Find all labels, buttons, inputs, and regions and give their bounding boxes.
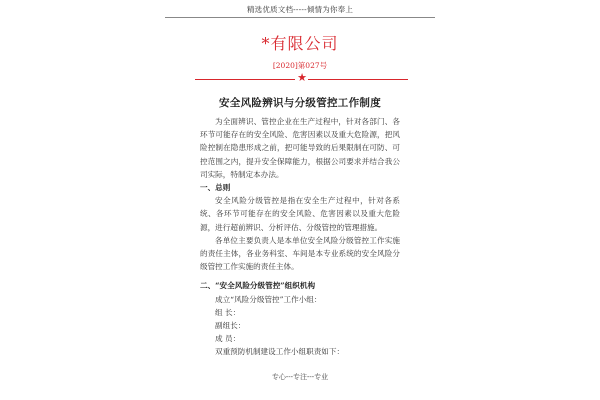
- section-heading-general: 一、总则: [200, 183, 231, 193]
- header-note: 精选优质文档-----倾情为你奉上: [246, 5, 354, 14]
- org-line-deputy: 副组长：: [215, 321, 246, 331]
- org-line-leader: 组 长：: [215, 307, 241, 317]
- footer-note: 专心---专注---专业: [271, 373, 329, 381]
- red-rule-left: [195, 79, 295, 80]
- red-rule-right: [308, 79, 408, 80]
- header-divider: [165, 17, 435, 18]
- org-line-duties: 双重预防机制建设工作小组职责如下：: [215, 347, 345, 357]
- company-name: *有限公司: [261, 34, 339, 53]
- document-body: [200, 115, 400, 359]
- intro-paragraph: 为全面辨识、管控企业在生产过程中，针对各部门、各环节可能存在的安全风险、危害因素以及重大危险源，把风险控制在隐患形成之前，把可能导致的后果限制在可防、可控范围之内，提升安全保障能力，根据公司要求并结合我公司实际，特制定本办法。: [200, 117, 400, 179]
- document-title: 安全风险辨识与分级管控工作制度: [219, 97, 381, 109]
- red-star-icon: ★: [297, 71, 307, 84]
- general-paragraph-1: 安全风险分级管控是指在安全生产过程中，针对各系统、各环节可能存在的安全风险、危害因素以及重大危险源，进行超前辨识、分析评估、分级管控的管理措施。: [200, 196, 400, 232]
- document-number: [2020]第027号: [272, 61, 328, 70]
- section-heading-organization: 二、“安全风险分级管控”组织机构: [200, 281, 316, 291]
- general-paragraph-2: 各单位主要负责人是本单位安全风险分级管控工作实施的责任主体，各业务科室、车间是本专业系统的安全风险分级管控工作实施的责任主体。: [200, 235, 400, 272]
- org-line-1: 成立“风险分级管控”工作小组：: [215, 294, 322, 304]
- org-line-members: 成 员：: [215, 334, 241, 344]
